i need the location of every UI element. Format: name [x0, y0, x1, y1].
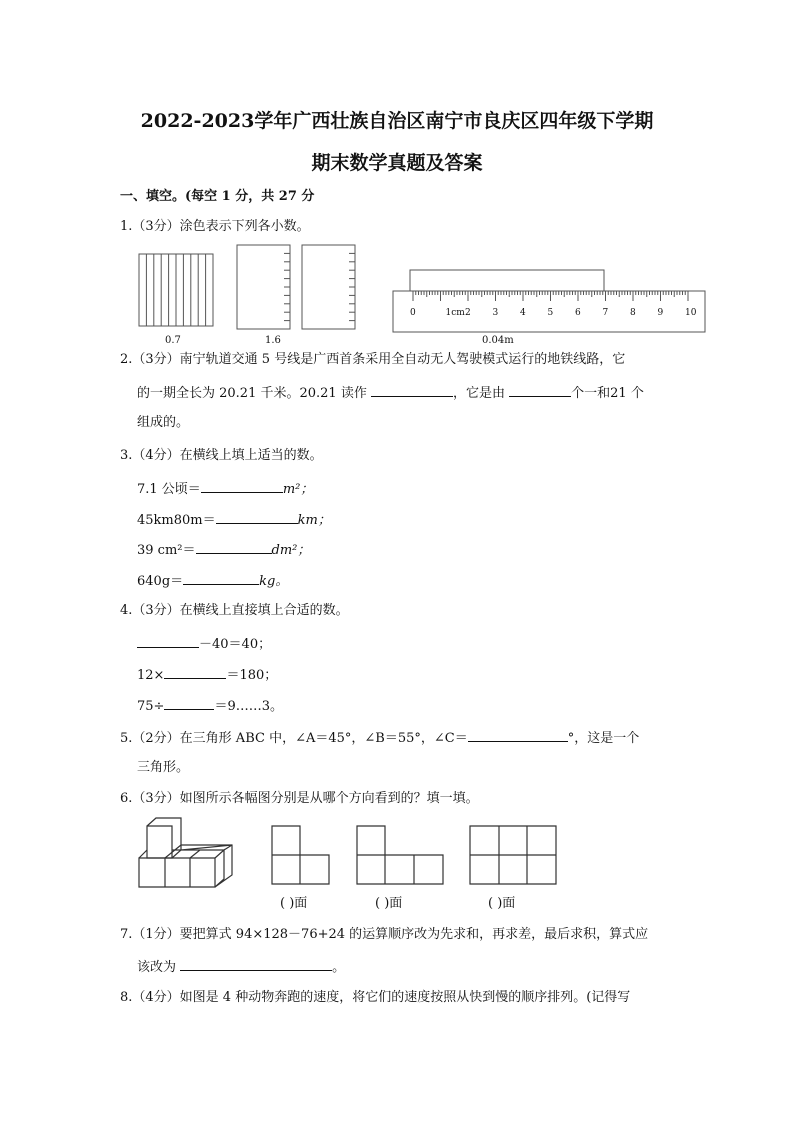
answer-blank[interactable] — [216, 510, 298, 524]
q5-text-a: 5.（2分）在三角形 ABC 中，∠A＝45°，∠B＝55°，∠C＝ — [120, 731, 468, 746]
ruler-tick-label: 10 — [685, 308, 697, 318]
ruler-tick-label: 7 — [602, 308, 609, 318]
q4-before: 75÷ — [137, 699, 165, 714]
q3-left: 39 cm²＝ — [137, 543, 196, 558]
q7-line1: 7.（1分）要把算式 94×128－76+24 的运算顺序改为先求和，再求差，最后求积，算式应 — [120, 927, 649, 942]
answer-blank[interactable] — [371, 383, 453, 397]
answer-blank[interactable] — [183, 571, 259, 585]
q3-left: 640g＝ — [137, 574, 184, 589]
q4-after: ＝180； — [226, 668, 278, 683]
q7-text: 该改为 — [137, 960, 177, 975]
view-label: ( )面 — [375, 896, 403, 911]
label-1.6: 1.6 — [265, 335, 281, 346]
q4-text: 4.（3分）在横线上直接填上合适的数。 — [120, 603, 349, 618]
doc-title-line2: 期末数学真题及答案 — [311, 152, 483, 174]
ruler-tick-label: 2 — [465, 308, 471, 318]
ruler-tick-label: 1cm — [445, 308, 465, 318]
q2-line2 — [137, 383, 644, 403]
answer-blank[interactable] — [164, 696, 214, 710]
view-label: ( )面 — [280, 896, 308, 911]
ruler-tick-label: 4 — [520, 308, 526, 318]
q7-end: 。 — [332, 960, 346, 975]
q2-line1: 2.（3分）南宁轨道交通 5 号线是广西首条采用全自动无人驾驶模式运行的地铁线路，它 — [120, 352, 626, 367]
q5-line2: 三角形。 — [137, 760, 190, 775]
q1-figure — [139, 245, 705, 332]
q4-item — [137, 634, 271, 654]
q3-item — [137, 540, 310, 560]
q5-line1 — [120, 728, 639, 748]
ruler-tick-label: 0 — [410, 308, 416, 318]
answer-blank[interactable] — [509, 383, 571, 397]
q3-item — [137, 510, 331, 530]
q7-line2 — [137, 957, 345, 977]
ruler-tick-label: 8 — [630, 308, 636, 318]
q3-unit: dm²； — [271, 543, 311, 558]
q2-line3: 组成的。 — [137, 415, 190, 430]
q4-item — [137, 665, 277, 685]
ruler-tick-label: 9 — [657, 308, 664, 318]
q3-item — [137, 571, 288, 591]
q5-text-b: °，这是一个 — [567, 731, 640, 746]
q3-unit: m²； — [282, 482, 314, 497]
q3-item — [137, 479, 313, 499]
view-label: ( )面 — [488, 896, 516, 911]
label-0.7: 0.7 — [165, 335, 181, 346]
label-0.04m: 0.04m — [482, 335, 514, 346]
doc-title-line1: 2022-2023学年广西壮族自治区南宁市良庆区四年级下学期 — [140, 110, 654, 132]
q1-text: 1.（3分）涂色表示下列各小数。 — [120, 219, 310, 234]
q6-figure — [139, 818, 556, 887]
q2-text-b: ，它是由 — [452, 386, 505, 401]
q4-before: 12× — [137, 668, 165, 683]
q4-after: ＝9……3。 — [214, 699, 283, 714]
answer-blank[interactable] — [468, 728, 568, 742]
q3-unit: km； — [297, 513, 331, 528]
ruler-tick-label: 3 — [492, 308, 499, 318]
q4-after: －40＝40； — [199, 637, 272, 652]
q3-text: 3.（4分）在横线上填上适当的数。 — [120, 448, 323, 463]
q3-left: 7.1 公顷＝ — [137, 482, 201, 497]
q6-text: 6.（3分）如图所示各幅图分别是从哪个方向看到的？填一填。 — [120, 791, 479, 806]
section-heading: 一、填空。(每空 1 分，共 27 分 — [120, 189, 315, 204]
answer-blank[interactable] — [180, 957, 332, 971]
ruler-tick-label: 6 — [575, 308, 581, 318]
answer-blank[interactable] — [164, 665, 226, 679]
q3-unit: kg。 — [259, 574, 289, 589]
q2-text-c: 个一和21 个 — [571, 386, 644, 401]
q8-line1: 8.（4分）如图是 4 种动物奔跑的速度，将它们的速度按照从快到慢的顺序排列。(记得写 — [120, 990, 631, 1005]
q3-left: 45km80m＝ — [137, 513, 216, 528]
answer-blank[interactable] — [201, 479, 283, 493]
q4-item — [137, 696, 283, 716]
q2-text-a: 的一期全长为 20.21 千米。20.21 读作 — [137, 386, 367, 401]
answer-blank[interactable] — [196, 540, 272, 554]
ruler-tick-label: 5 — [547, 308, 554, 318]
answer-blank[interactable] — [137, 634, 199, 648]
